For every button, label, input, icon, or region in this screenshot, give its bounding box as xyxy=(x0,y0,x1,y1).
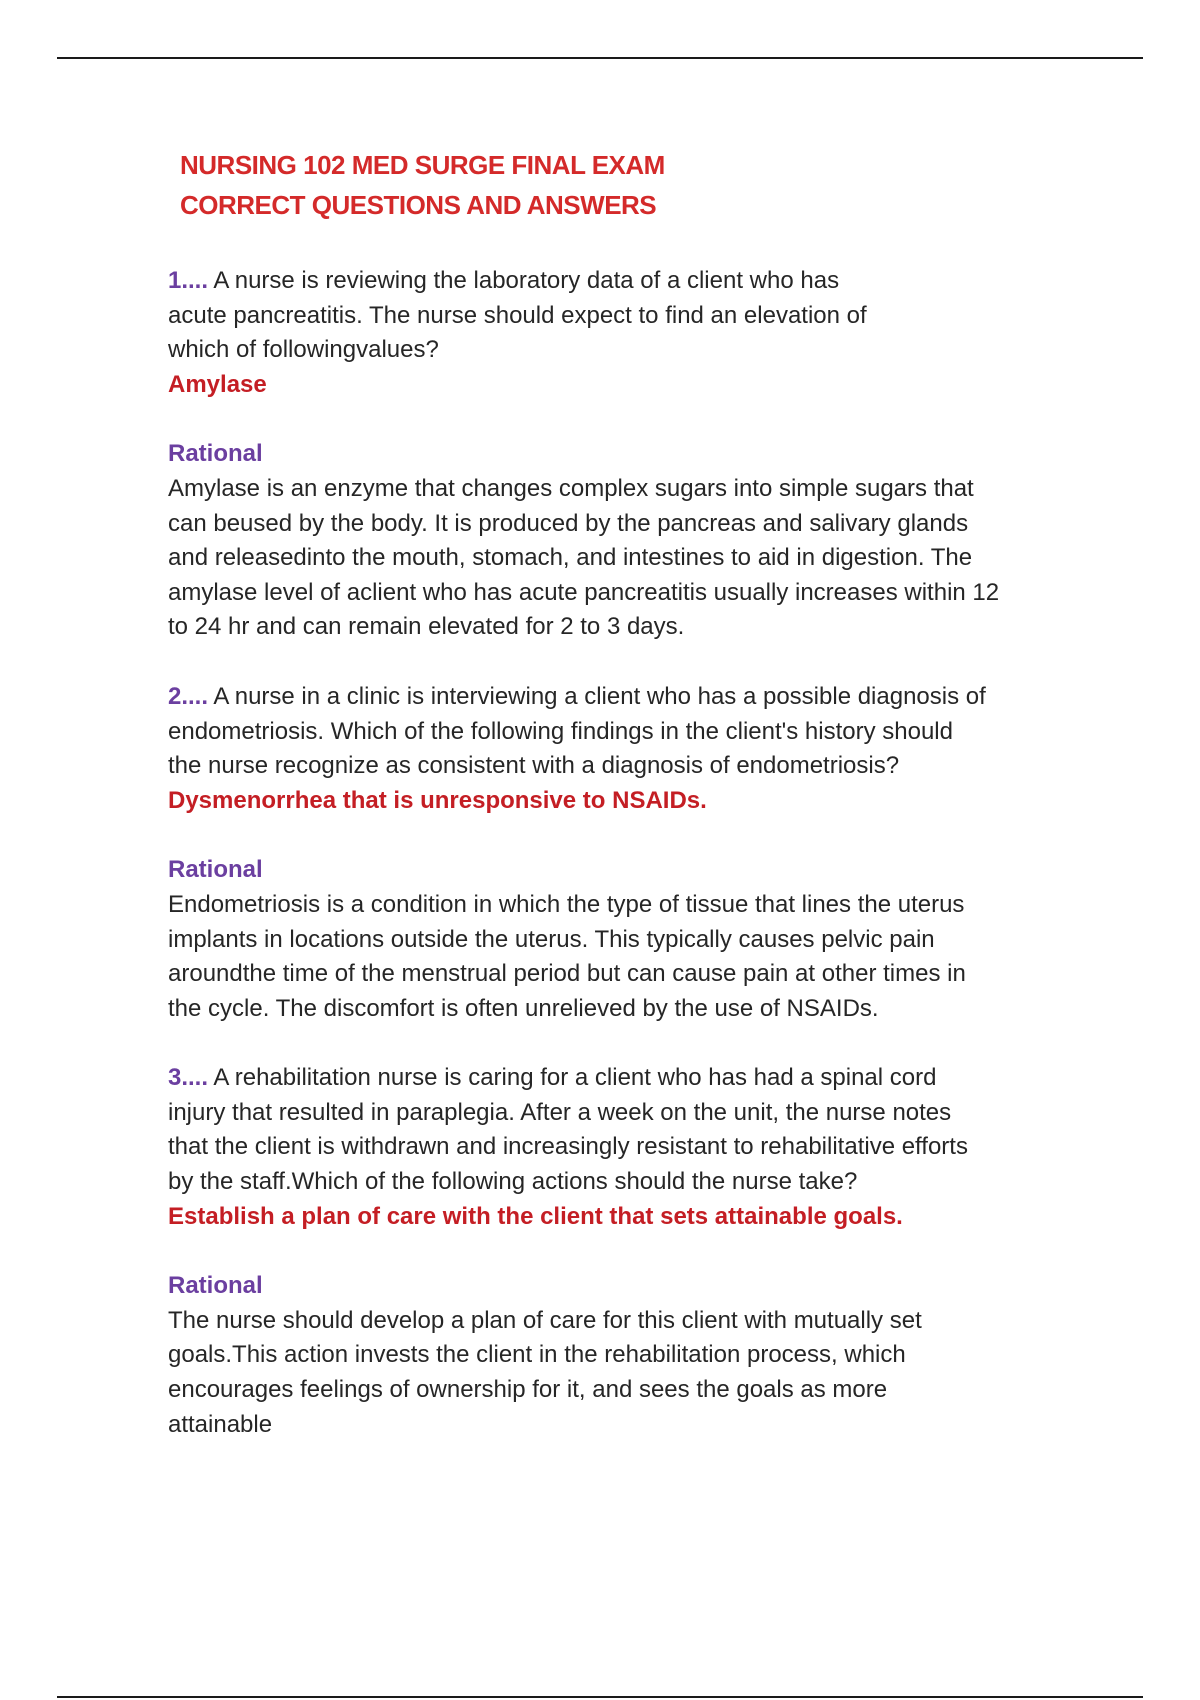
correct-answer: Dysmenorrhea that is unresponsive to NSAIDs. xyxy=(168,786,707,814)
question-text xyxy=(168,680,1068,784)
top-rule xyxy=(57,57,1143,59)
title-line-1: NURSING 102 MED SURGE FINAL EXAM xyxy=(180,150,665,180)
title-line-2: CORRECT QUESTIONS AND ANSWERS xyxy=(180,190,657,220)
rational-text: The nurse should develop a plan of care for this client with mutually set goals.This action invests the client in the rehabilitation process, which encourages feelings of ownership for it, and sees the goals as more attainable xyxy=(168,1306,922,1438)
rational-heading: Rational xyxy=(168,856,263,884)
question-number: 3.... xyxy=(168,1064,209,1092)
question-number: 2.... xyxy=(168,682,209,710)
question-text xyxy=(168,1061,1068,1199)
question-text xyxy=(168,264,1068,368)
correct-answer: Establish a plan of care with the client that sets attainable goals. xyxy=(168,1202,903,1230)
rational-heading: Rational xyxy=(168,1272,263,1300)
question-block-2 xyxy=(168,680,1068,1026)
question-body: A nurse in a clinic is interviewing a client who has a possible diagnosis of endometriosis. Which of the following findings in the client's history should the nurse recognize as consistent with a diagnosis of endometriosis? xyxy=(168,682,986,780)
document-title xyxy=(180,145,940,225)
question-block-3 xyxy=(168,1061,1068,1442)
rational-text: Endometriosis is a condition in which the type of tissue that lines the uterus implants in locations outside the uterus. This typically causes pelvic pain aroundthe time of the menstrual period but can cause pain at other times in the cycle. The discomfort is often unrelieved by the use of NSAIDs. xyxy=(168,890,966,1022)
question-number: 1.... xyxy=(168,267,209,294)
question-block-1 xyxy=(168,264,1068,645)
question-body: A rehabilitation nurse is caring for a client who has had a spinal cord injury that resulted in paraplegia. After a week on the unit, the nurse notes that the client is withdrawn and increasingly resistant to rehabilitative efforts by the staff.Which of the following actions should the nurse take? xyxy=(168,1064,968,1196)
bottom-rule xyxy=(57,1696,1143,1698)
correct-answer: Amylase xyxy=(168,370,267,398)
questions-list xyxy=(168,264,1068,1442)
question-body: A nurse is reviewing the laboratory data of a client who has acute pancreatitis. The nurse should expect to find an elevation of which of followingvalues? xyxy=(168,267,867,364)
rational-heading: Rational xyxy=(168,440,263,468)
rational-text: Amylase is an enzyme that changes complex sugars into simple sugars that can beused by the body. It is produced by the pancreas and salivary glands and releasedinto the mouth, stomach, and intestines to aid in digestion. The amylase level of aclient who has acute pancreatitis usually increases within 12 to 24 hr and can remain elevated for 2 to 3 days. xyxy=(168,474,1000,641)
